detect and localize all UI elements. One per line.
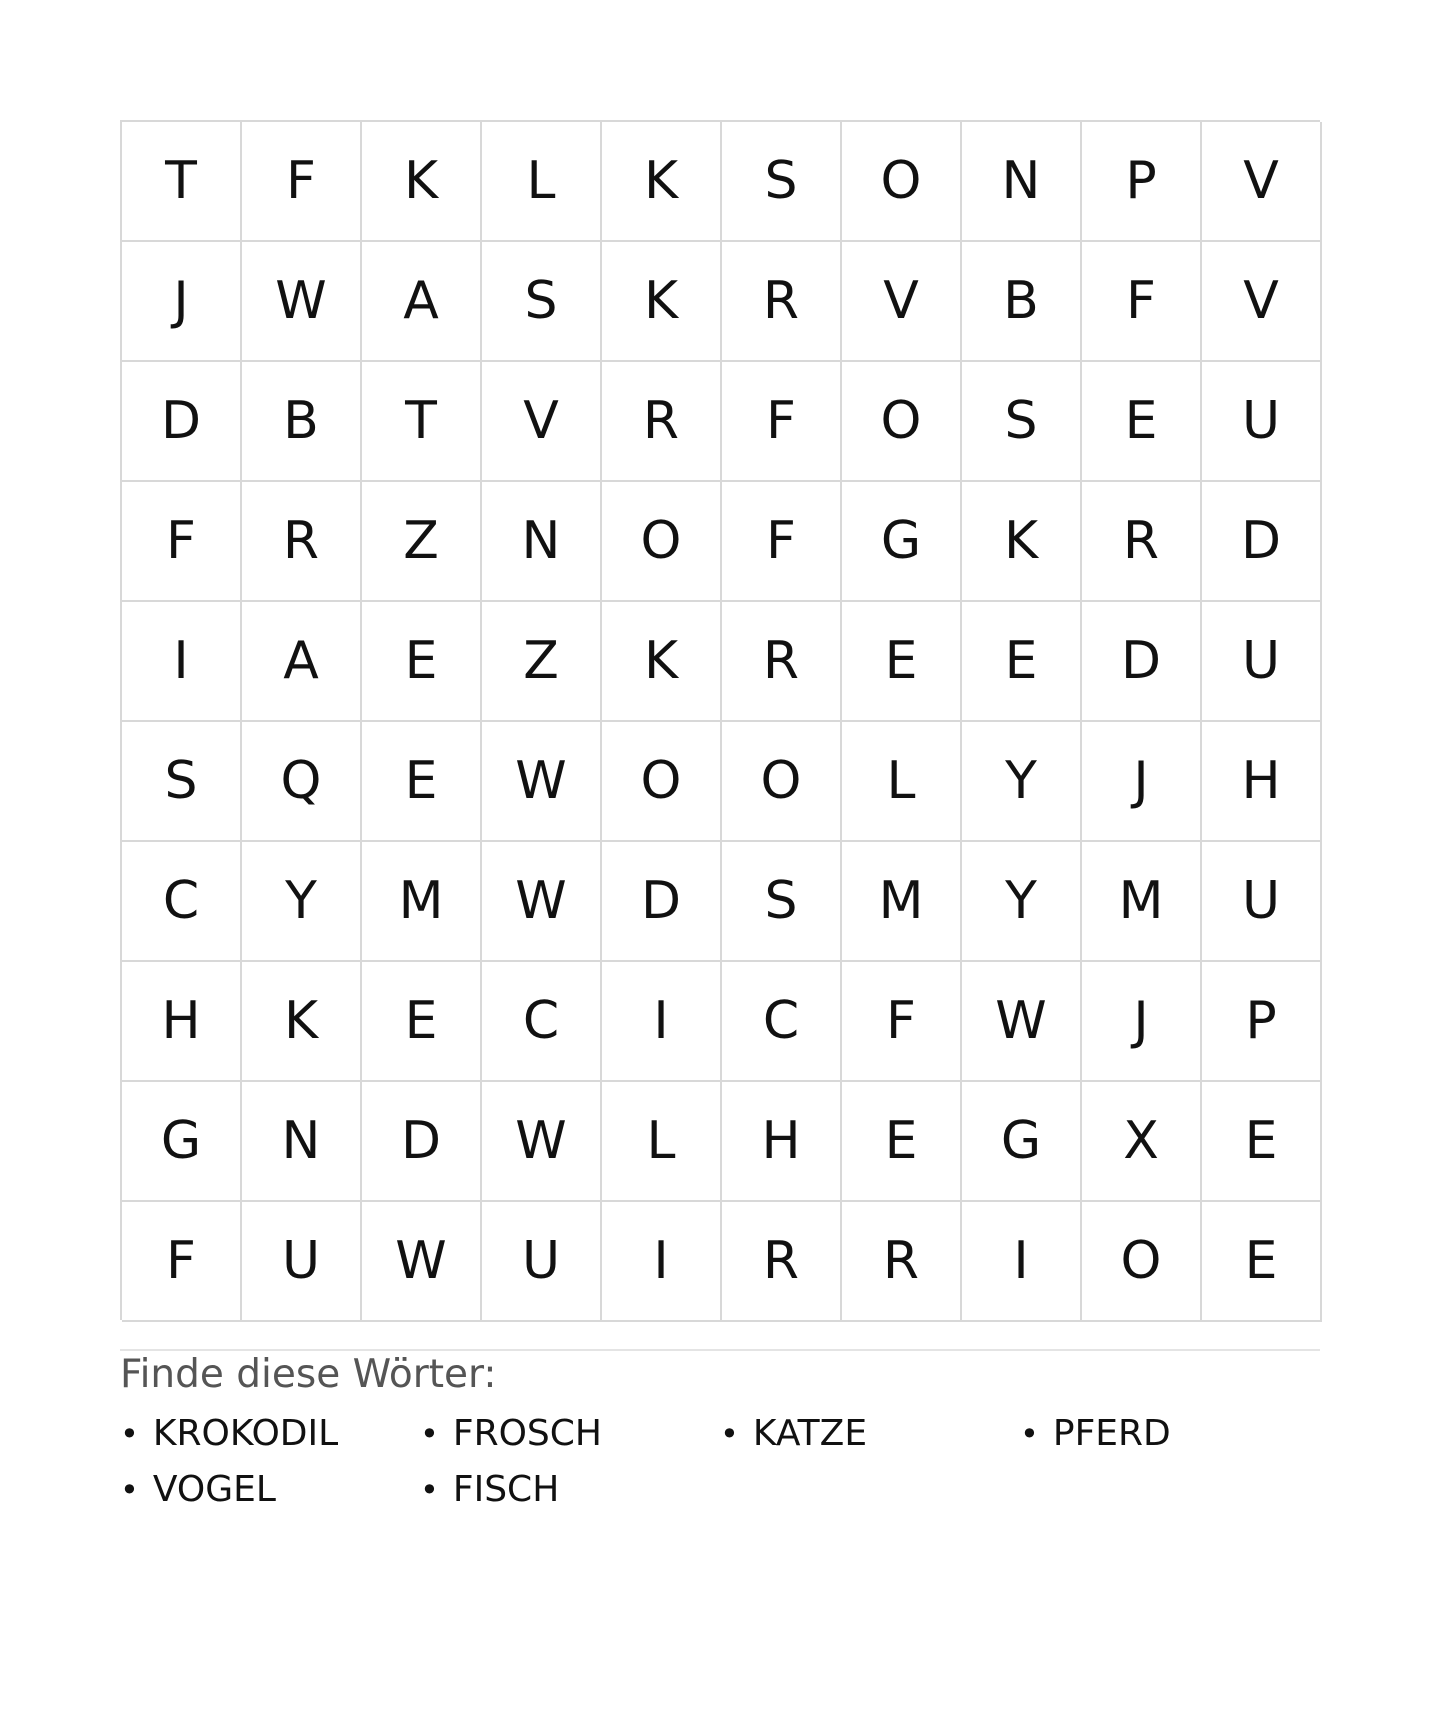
grid-cell[interactable]: W xyxy=(242,242,362,362)
grid-cell[interactable]: K xyxy=(962,482,1082,602)
grid-cell[interactable]: O xyxy=(602,482,722,602)
grid-cell[interactable]: L xyxy=(842,722,962,842)
grid-cell[interactable]: W xyxy=(482,1082,602,1202)
grid-cell[interactable]: L xyxy=(602,1082,722,1202)
grid-cell[interactable]: U xyxy=(1202,842,1322,962)
grid-cell[interactable]: M xyxy=(842,842,962,962)
grid-cell[interactable]: I xyxy=(122,602,242,722)
bullet-icon: • xyxy=(420,1471,439,1509)
bullet-icon: • xyxy=(120,1415,139,1453)
grid-cell[interactable]: Y xyxy=(962,722,1082,842)
word-label: KROKODIL xyxy=(152,1413,339,1454)
grid-cell[interactable]: F xyxy=(122,1202,242,1322)
grid-cell[interactable]: E xyxy=(1202,1082,1322,1202)
grid-cell[interactable]: I xyxy=(602,962,722,1082)
grid-cell[interactable]: I xyxy=(962,1202,1082,1322)
grid-cell[interactable]: S xyxy=(122,722,242,842)
word-list xyxy=(120,1412,1320,1512)
grid-cell[interactable]: E xyxy=(842,1082,962,1202)
grid-cell[interactable]: O xyxy=(842,122,962,242)
grid-cell[interactable]: E xyxy=(842,602,962,722)
grid-cell[interactable]: F xyxy=(722,482,842,602)
grid-cell[interactable]: X xyxy=(1082,1082,1202,1202)
grid-cell[interactable]: E xyxy=(362,722,482,842)
grid-cell[interactable]: W xyxy=(482,842,602,962)
word-label: FROSCH xyxy=(452,1413,602,1454)
grid-cell[interactable]: G xyxy=(842,482,962,602)
grid-cell[interactable]: E xyxy=(362,602,482,722)
word-list-item xyxy=(720,1412,1020,1456)
grid-cell[interactable]: F xyxy=(122,482,242,602)
word-list-item xyxy=(1020,1412,1320,1456)
divider xyxy=(120,1349,1320,1351)
grid-cell[interactable]: E xyxy=(962,602,1082,722)
word-list-title: Finde diese Wörter: xyxy=(120,1352,497,1397)
grid-cell[interactable]: K xyxy=(602,242,722,362)
grid-cell[interactable]: R xyxy=(722,242,842,362)
grid-cell[interactable]: P xyxy=(1202,962,1322,1082)
word-label: FISCH xyxy=(452,1469,560,1510)
grid-cell[interactable]: U xyxy=(242,1202,362,1322)
grid-cell[interactable]: Y xyxy=(242,842,362,962)
grid-cell[interactable]: S xyxy=(482,242,602,362)
grid-cell[interactable]: F xyxy=(1082,242,1202,362)
grid-cell[interactable]: W xyxy=(962,962,1082,1082)
grid-cell[interactable]: T xyxy=(362,362,482,482)
grid-cell[interactable]: D xyxy=(362,1082,482,1202)
grid-cell[interactable]: R xyxy=(1082,482,1202,602)
word-search-grid xyxy=(120,120,1320,1320)
grid-cell[interactable]: S xyxy=(962,362,1082,482)
grid-cell[interactable]: K xyxy=(602,602,722,722)
grid-cell[interactable]: B xyxy=(962,242,1082,362)
grid-cell[interactable]: N xyxy=(962,122,1082,242)
grid-cell[interactable]: V xyxy=(482,362,602,482)
grid-cell[interactable]: K xyxy=(362,122,482,242)
grid-cell[interactable]: E xyxy=(362,962,482,1082)
word-list-item xyxy=(120,1468,420,1512)
grid-cell[interactable]: V xyxy=(1202,242,1322,362)
word-label: PFERD xyxy=(1052,1413,1171,1454)
grid-cell[interactable]: U xyxy=(1202,602,1322,722)
grid-cell[interactable]: J xyxy=(1082,962,1202,1082)
grid-cell[interactable]: G xyxy=(962,1082,1082,1202)
grid-cell[interactable]: B xyxy=(242,362,362,482)
grid-cell[interactable]: I xyxy=(602,1202,722,1322)
bullet-icon: • xyxy=(720,1415,739,1453)
bullet-icon: • xyxy=(1020,1415,1039,1453)
grid-cell[interactable]: R xyxy=(842,1202,962,1322)
grid-cell[interactable]: P xyxy=(1082,122,1202,242)
word-list-item xyxy=(120,1412,420,1456)
grid-cell[interactable]: E xyxy=(1082,362,1202,482)
grid-cell[interactable]: Q xyxy=(242,722,362,842)
grid-cell[interactable]: T xyxy=(122,122,242,242)
grid-cell[interactable]: Z xyxy=(362,482,482,602)
grid-cell[interactable]: Z xyxy=(482,602,602,722)
grid-cell[interactable]: J xyxy=(122,242,242,362)
word-list-item xyxy=(420,1468,720,1512)
grid-cell[interactable]: D xyxy=(1202,482,1322,602)
grid-cell[interactable]: F xyxy=(842,962,962,1082)
grid-cell[interactable]: R xyxy=(242,482,362,602)
grid-cell[interactable]: J xyxy=(1082,722,1202,842)
grid-cell[interactable]: L xyxy=(482,122,602,242)
grid-cell[interactable]: H xyxy=(1202,722,1322,842)
bullet-icon: • xyxy=(120,1471,139,1509)
grid-cell[interactable]: M xyxy=(362,842,482,962)
grid-cell[interactable]: O xyxy=(842,362,962,482)
grid-cell[interactable]: F xyxy=(242,122,362,242)
grid-cell[interactable]: K xyxy=(242,962,362,1082)
grid-cell[interactable]: W xyxy=(482,722,602,842)
grid-cell[interactable]: N xyxy=(242,1082,362,1202)
grid-cell[interactable]: S xyxy=(722,842,842,962)
bullet-icon: • xyxy=(420,1415,439,1453)
grid-cell[interactable]: A xyxy=(362,242,482,362)
grid-cell[interactable]: D xyxy=(122,362,242,482)
word-list-item xyxy=(420,1412,720,1456)
grid-cell[interactable]: O xyxy=(722,722,842,842)
grid-cell[interactable]: K xyxy=(602,122,722,242)
grid-cell[interactable]: M xyxy=(1082,842,1202,962)
grid-cell[interactable]: O xyxy=(1082,1202,1202,1322)
grid-cell[interactable]: V xyxy=(1202,122,1322,242)
grid-cell[interactable]: F xyxy=(722,362,842,482)
grid-cell[interactable]: U xyxy=(482,1202,602,1322)
grid-cell[interactable]: C xyxy=(122,842,242,962)
grid-cell[interactable]: U xyxy=(1202,362,1322,482)
grid-cell[interactable]: V xyxy=(842,242,962,362)
grid-cell[interactable]: W xyxy=(362,1202,482,1322)
word-label: VOGEL xyxy=(152,1469,276,1510)
grid-cell[interactable]: R xyxy=(722,1202,842,1322)
grid-cell[interactable]: D xyxy=(1082,602,1202,722)
grid-cell[interactable]: N xyxy=(482,482,602,602)
grid-cell[interactable]: H xyxy=(122,962,242,1082)
grid-cell[interactable]: A xyxy=(242,602,362,722)
grid-cell[interactable]: R xyxy=(602,362,722,482)
grid-cell[interactable]: E xyxy=(1202,1202,1322,1322)
grid-cell[interactable]: H xyxy=(722,1082,842,1202)
grid-cell[interactable]: R xyxy=(722,602,842,722)
grid-cell[interactable]: D xyxy=(602,842,722,962)
grid-cell[interactable]: O xyxy=(602,722,722,842)
grid-cell[interactable]: C xyxy=(722,962,842,1082)
word-label: KATZE xyxy=(752,1413,868,1454)
grid-cell[interactable]: Y xyxy=(962,842,1082,962)
grid-cell[interactable]: S xyxy=(722,122,842,242)
grid-cell[interactable]: C xyxy=(482,962,602,1082)
grid-cell[interactable]: G xyxy=(122,1082,242,1202)
